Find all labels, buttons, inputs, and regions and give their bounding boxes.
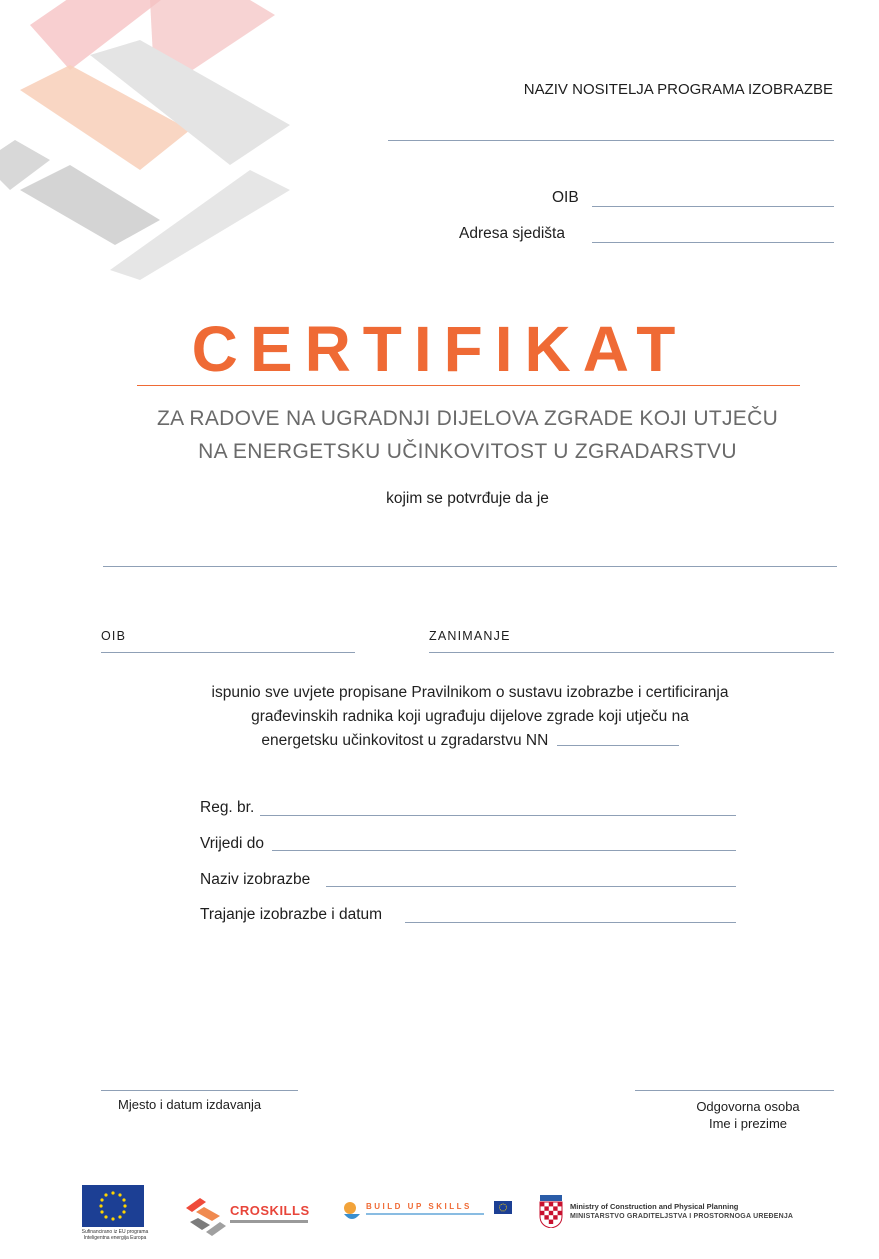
statement-line-3-text: energetsku učinkovitost u zgradarstvu NN: [261, 732, 549, 749]
certificate-subtitle: [0, 402, 879, 468]
signature-line[interactable]: [635, 1090, 834, 1091]
provider-oib-label: OIB: [552, 189, 579, 206]
statement-line-2: građevinskih radnika koji ugrađuju dijelove zgrade koji utječu na: [251, 708, 689, 725]
name-label: Ime i prezime: [708, 1116, 788, 1131]
croskills-underbar: [230, 1220, 308, 1223]
certificate-title: CERTIFIKAT: [191, 313, 688, 385]
eu-small-flag-icon: [494, 1201, 512, 1214]
statement-line-3: [120, 729, 820, 753]
field-training-name-line[interactable]: [326, 886, 736, 887]
field-duration-label: Trajanje izobrazbe i datum: [200, 906, 383, 923]
subtitle-line-2: NA ENERGETSKU UČINKOVITOST U ZGRADARSTVU: [198, 440, 737, 463]
field-training-name-label: Naziv izobrazbe: [200, 871, 311, 888]
confirms-text: kojim se potvrđuje da je: [386, 490, 549, 507]
recipient-name-line[interactable]: [103, 566, 837, 567]
provider-oib-line[interactable]: [592, 206, 834, 207]
provider-address-line[interactable]: [592, 242, 834, 243]
field-reg-line[interactable]: [260, 815, 736, 816]
croatian-coat-of-arms-icon: [538, 1194, 564, 1228]
buildup-mark-icon: [340, 1200, 364, 1224]
statement-line-1: ispunio sve uvjete propisane Pravilnikom o sustavu izobrazbe i certificiranja: [211, 684, 729, 701]
ministry-logo: [538, 1194, 878, 1230]
watermark-logo: [0, 0, 320, 290]
person-oib-label: OIB: [101, 629, 127, 643]
buildup-text: BUILD UP SKILLS: [366, 1202, 472, 1211]
croskills-mark-icon: [182, 1192, 228, 1238]
responsible-label: Odgovorna osoba: [696, 1099, 800, 1114]
person-occupation-line[interactable]: [429, 652, 834, 653]
person-oib-line[interactable]: [101, 652, 355, 653]
field-valid-until-line[interactable]: [272, 850, 736, 851]
provider-line[interactable]: [388, 140, 834, 141]
field-duration-line[interactable]: [405, 922, 736, 923]
eu-caption-2: Inteligentna energija Europa: [83, 1235, 147, 1241]
ministry-name-hr: MINISTARSTVO GRADITELJSTVA I PROSTORNOGA UREĐENJA: [570, 1213, 794, 1220]
field-valid-until-label: Vrijedi do: [200, 835, 265, 852]
place-date-label: Mjesto i datum izdavanja: [118, 1097, 262, 1112]
title-underline: [137, 385, 800, 386]
eu-caption-1: Sufinancirano iz EU programa: [81, 1229, 149, 1235]
croskills-logo: [182, 1192, 322, 1238]
eu-logo: [60, 1185, 170, 1241]
provider-label: NAZIV NOSITELJA PROGRAMA IZOBRAZBE: [523, 81, 833, 98]
nn-number-line[interactable]: [557, 745, 679, 746]
buildup-skills-logo: [340, 1198, 520, 1228]
eu-flag-icon: [82, 1185, 144, 1227]
place-date-line[interactable]: [101, 1090, 298, 1091]
subtitle-line-1: ZA RADOVE NA UGRADNJI DIJELOVA ZGRADE KOJI UTJEČU: [156, 407, 779, 430]
statement-text: [120, 681, 820, 753]
field-reg-label: Reg. br.: [200, 799, 255, 816]
buildup-underbar: [366, 1213, 484, 1215]
person-occupation-label: ZANIMANJE: [429, 629, 511, 643]
croskills-text: CROSKILLS: [230, 1203, 310, 1218]
provider-address-label: Adresa sjedišta: [459, 225, 565, 242]
ministry-name-en: Ministry of Construction and Physical Planning: [570, 1202, 739, 1211]
